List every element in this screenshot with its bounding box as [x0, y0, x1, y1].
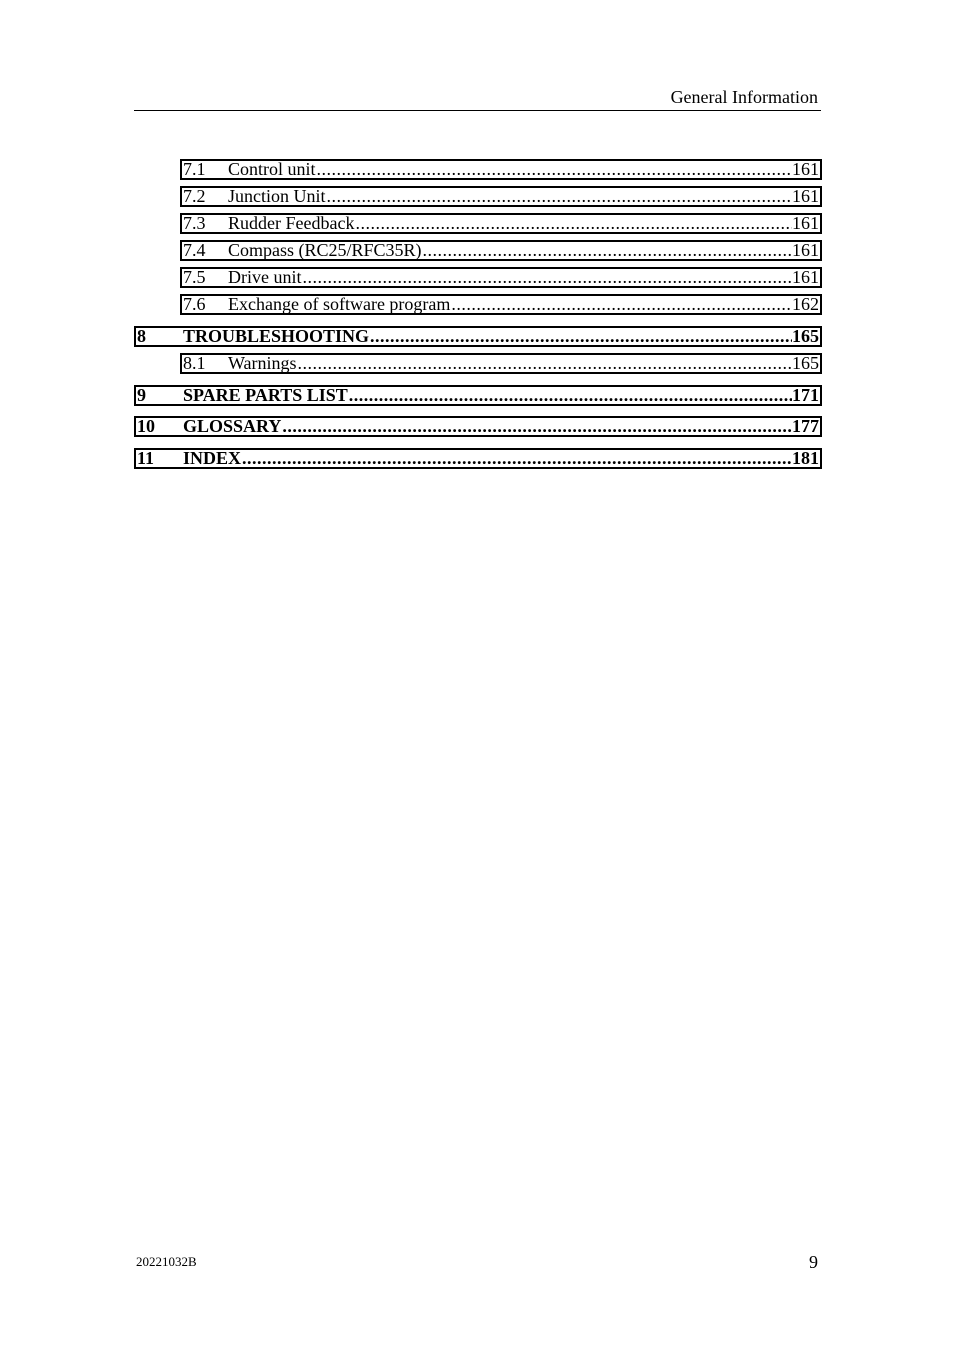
- toc-leader-dots: [450, 295, 792, 314]
- running-header-title: General Information: [670, 87, 818, 107]
- toc-leader-dots: [348, 386, 792, 405]
- toc-entry-number: 11: [137, 448, 155, 468]
- toc-entry-label: TROUBLESHOOTING: [183, 326, 370, 346]
- toc-entry-page: 161: [792, 186, 819, 206]
- toc-entry-page: 165: [792, 326, 819, 346]
- toc-leader-dots: [354, 214, 792, 233]
- toc-entry-number: 7.6: [183, 294, 206, 314]
- toc-entry-7-2[interactable]: [180, 186, 822, 207]
- toc-entry-label: Compass (RC25/RFC35R): [228, 240, 422, 260]
- toc-leader-dots: [241, 449, 792, 468]
- toc-entry-page: 181: [792, 448, 819, 468]
- toc-entry-label: SPARE PARTS LIST: [183, 385, 348, 405]
- toc-chapter-9[interactable]: [134, 385, 822, 406]
- toc-entry-page: 161: [792, 159, 819, 179]
- toc-entry-page: 161: [792, 267, 819, 287]
- toc-entry-7-5[interactable]: [180, 267, 822, 288]
- toc-leader-dots: [302, 268, 793, 287]
- toc-entry-number: 9: [137, 385, 146, 405]
- toc-leader-dots: [369, 327, 792, 346]
- toc-entry-page: 165: [792, 353, 819, 373]
- toc-leader-dots: [422, 241, 792, 260]
- toc-entry-7-1[interactable]: [180, 159, 822, 180]
- toc-entry-number: 8.1: [183, 353, 206, 373]
- toc-leader-dots: [297, 354, 792, 373]
- toc-entry-label: Warnings: [228, 353, 297, 373]
- toc-entry-number: 7.1: [183, 159, 206, 179]
- toc-entry-number: 8: [137, 326, 146, 346]
- toc-chapter-10[interactable]: [134, 416, 822, 437]
- toc-entry-number: 7.4: [183, 240, 206, 260]
- page-number: 9: [809, 1252, 818, 1272]
- toc-entry-7-3[interactable]: [180, 213, 822, 234]
- toc-entry-label: Rudder Feedback: [228, 213, 355, 233]
- toc-entry-number: 7.3: [183, 213, 206, 233]
- toc-entry-label: Drive unit: [228, 267, 302, 287]
- toc-entry-page: 162: [792, 294, 819, 314]
- toc-entry-7-6[interactable]: [180, 294, 822, 315]
- toc-leader-dots: [326, 187, 793, 206]
- toc-leader-dots: [281, 417, 792, 436]
- toc-entry-page: 171: [792, 385, 819, 405]
- toc-entry-number: 7.2: [183, 186, 206, 206]
- toc-entry-7-4[interactable]: [180, 240, 822, 261]
- toc-entry-label: Exchange of software program: [228, 294, 451, 314]
- toc-chapter-11[interactable]: [134, 448, 822, 469]
- toc-entry-number: 7.5: [183, 267, 206, 287]
- toc-entry-label: Control unit: [228, 159, 316, 179]
- toc-leader-dots: [316, 160, 792, 179]
- toc-entry-label: INDEX: [183, 448, 242, 468]
- toc-entry-8-1[interactable]: [180, 353, 822, 374]
- toc-entry-page: 177: [792, 416, 819, 436]
- toc-entry-label: Junction Unit: [228, 186, 326, 206]
- toc-chapter-8[interactable]: [134, 326, 822, 347]
- document-code: 20221032B: [136, 1254, 197, 1269]
- toc-entry-number: 10: [137, 416, 155, 436]
- toc-entry-page: 161: [792, 213, 819, 233]
- toc-entry-page: 161: [792, 240, 819, 260]
- toc-entry-label: GLOSSARY: [183, 416, 282, 436]
